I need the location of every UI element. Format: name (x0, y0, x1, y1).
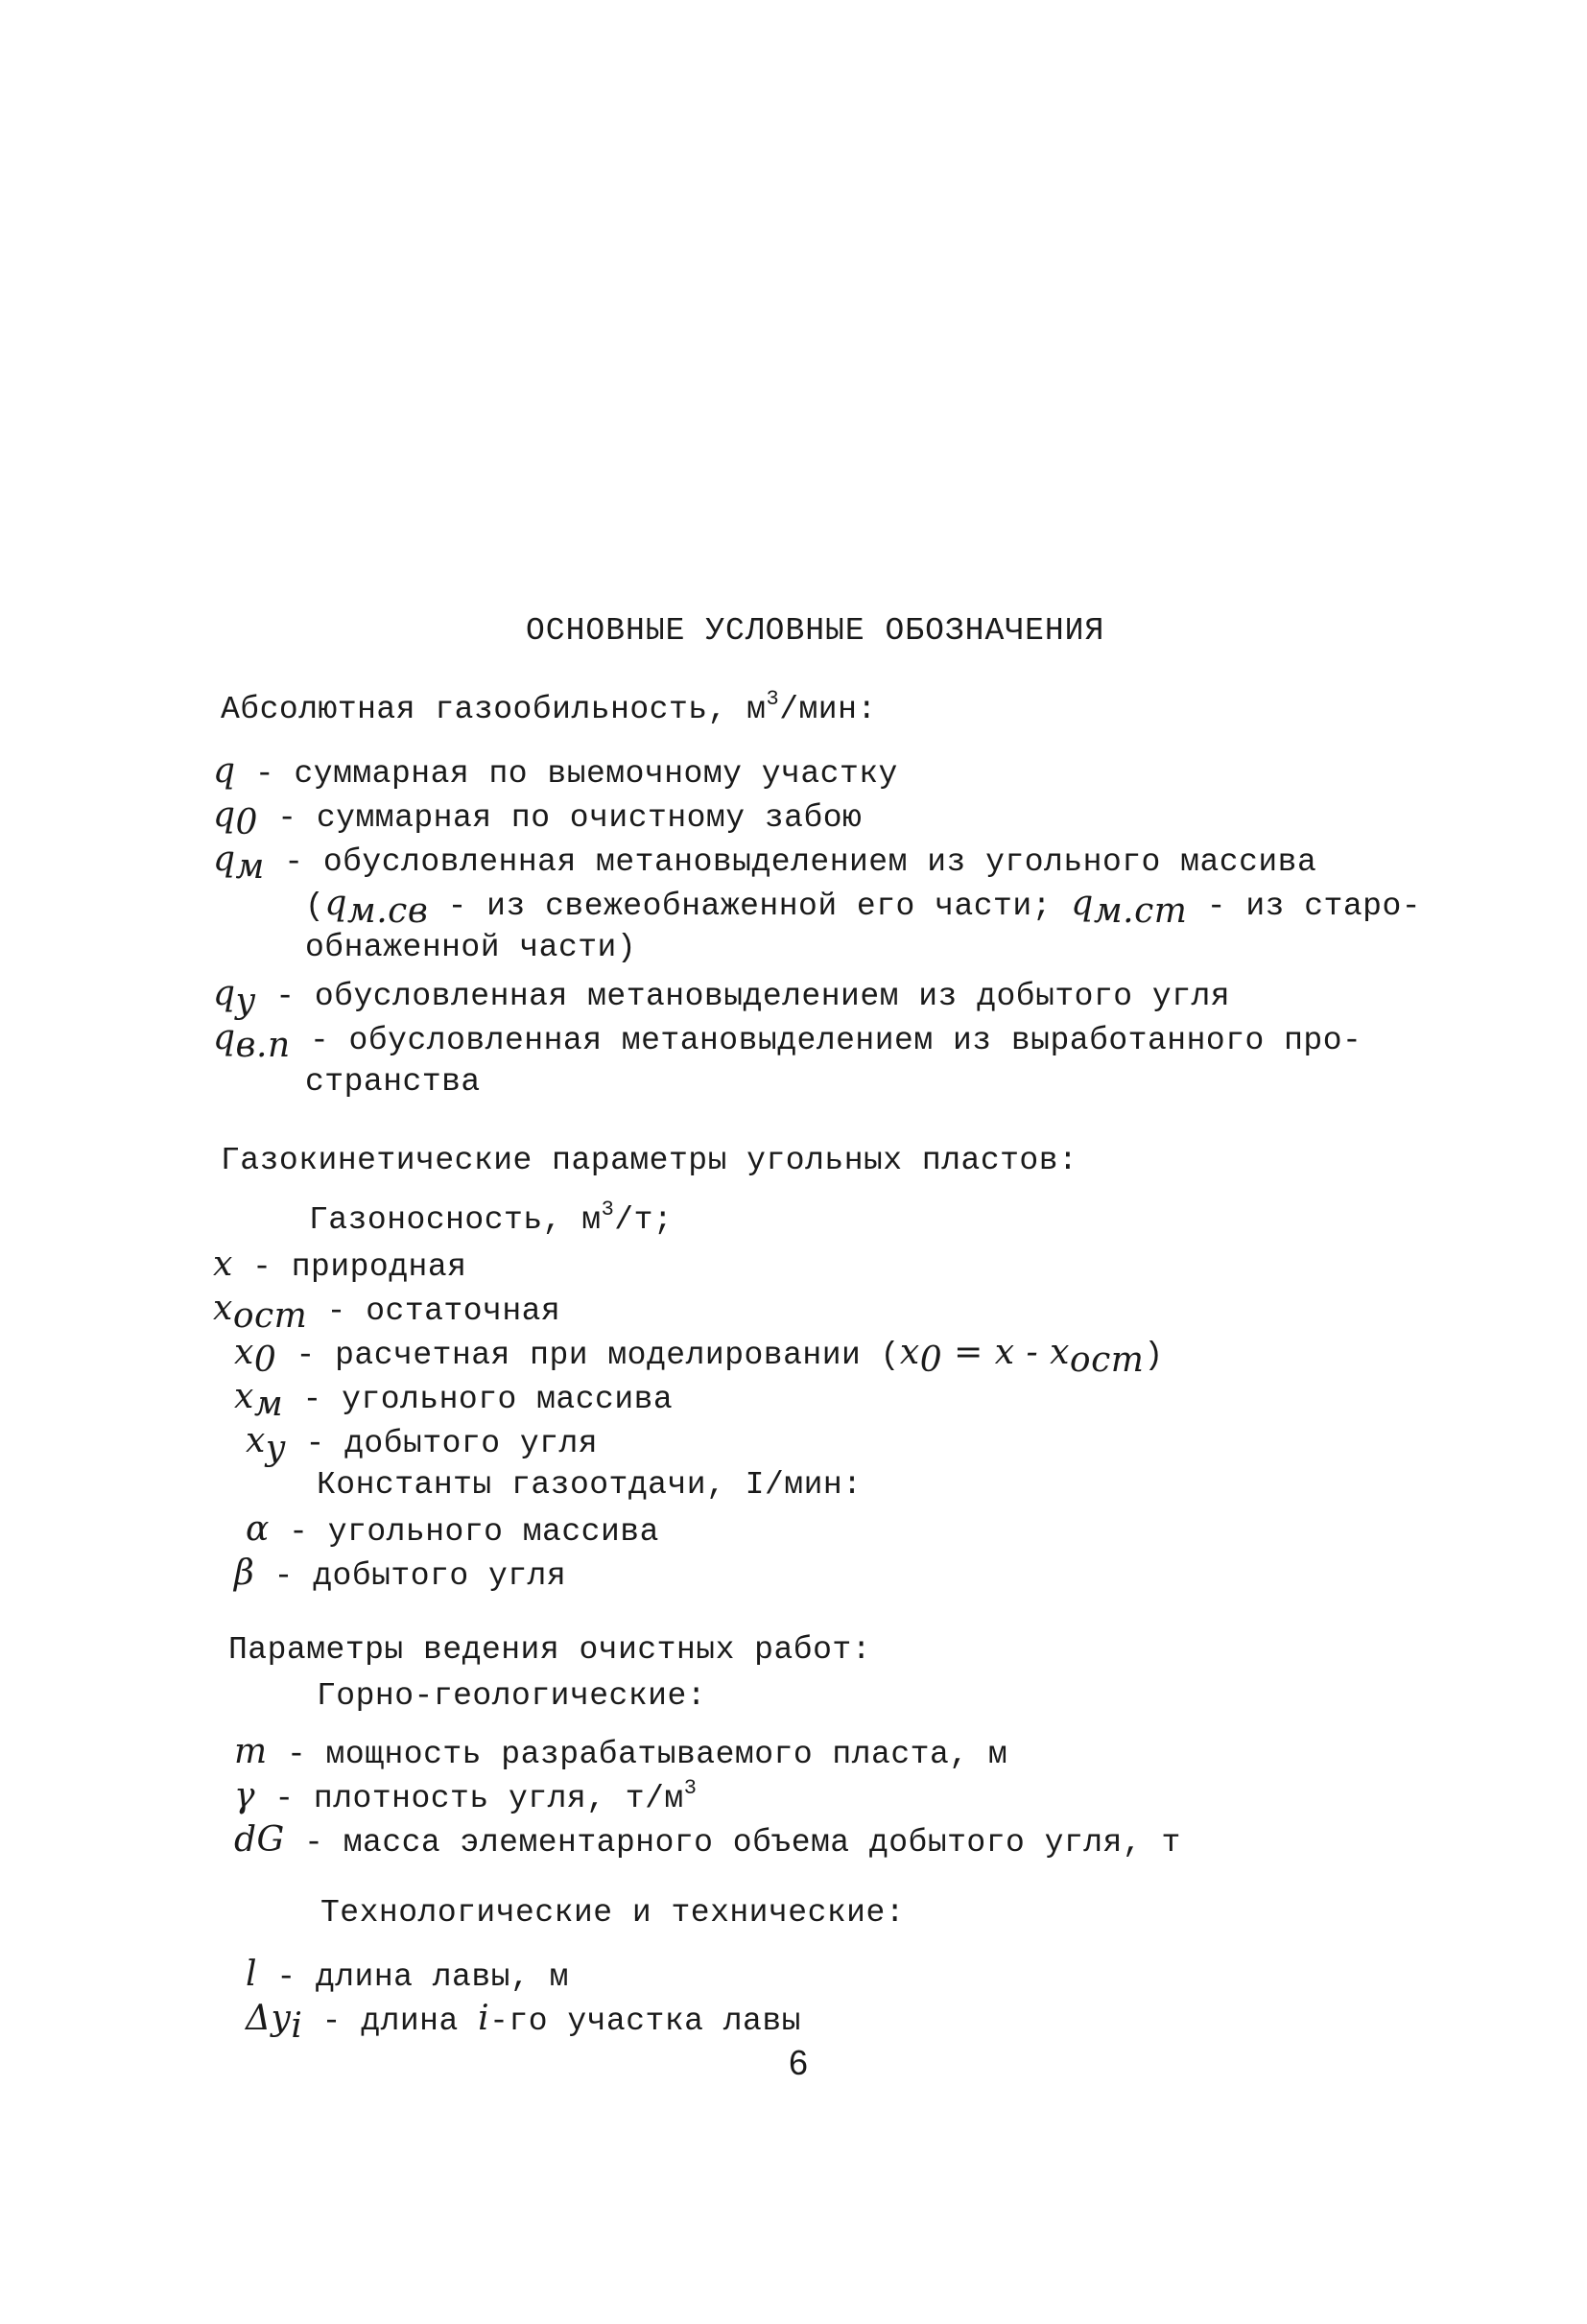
kinetic-heading: Газокинетические параметры угольных пластов: (221, 1143, 1078, 1178)
gas-content-sup: 3 (601, 1198, 615, 1221)
symbol-m: m (234, 1732, 268, 1771)
gas-content-label (309, 1199, 673, 1242)
definition-gamma (234, 1775, 697, 1820)
definition-text: - длина (302, 2004, 479, 2039)
definition-text: - из свежеобнаженной его части; (428, 889, 1052, 924)
definition-xm (234, 1376, 674, 1424)
definition-text: - плотность угля, т/м (255, 1781, 684, 1816)
symbol-qvp: q (213, 1018, 236, 1057)
tech-label: Технологические и технические: (320, 1895, 906, 1931)
definition-text: - обусловленная метановыделением из выработанного про- (290, 1023, 1362, 1058)
definition-text: - обусловленная метановыделением из добытого угля (255, 979, 1231, 1014)
definition-q (213, 750, 898, 795)
symbol-qy: q (213, 974, 236, 1013)
formula-minus: - (1014, 1333, 1051, 1372)
symbol-alpha: α (246, 1509, 270, 1549)
definition-x (213, 1244, 466, 1289)
symbol-q: q (213, 751, 236, 791)
symbol-beta: β (234, 1553, 255, 1593)
definition-q0 (213, 794, 862, 840)
symbol-xost: x (213, 1289, 233, 1328)
definition-dy (246, 1998, 801, 2046)
definition-x0 (234, 1332, 1164, 1380)
definition-text: - суммарная по выемочному участку (235, 756, 898, 792)
definition-qm (213, 839, 1317, 887)
definition-text: - добытого угля (286, 1426, 599, 1461)
symbol-sub: в.п (235, 1026, 291, 1065)
definition-text: - суммарная по очистному забою (257, 800, 863, 836)
gas-heading-unit: /мин: (779, 692, 877, 727)
definition-text: - длина лавы, м (257, 1959, 569, 1995)
definition-qvp (213, 1017, 1362, 1065)
gas-content-text: Газоносность, м (309, 1202, 602, 1238)
symbol-xm: x (234, 1377, 254, 1416)
definition-text: -го участка лавы (489, 2004, 801, 2039)
definition-text: - угольного массива (269, 1514, 659, 1550)
symbol-sub: 0 (235, 803, 258, 842)
definition-text: - масса элементарного объема добытого угля, т (284, 1825, 1181, 1861)
symbol-sub: у (265, 1429, 287, 1468)
symbol-sub: м (235, 847, 265, 887)
definition-qy (213, 973, 1231, 1021)
definition-qvp-cont: странства (305, 1064, 481, 1100)
definition-qm-detail (305, 883, 1422, 931)
page-title: ОСНОВНЫЕ УСЛОВНЫЕ ОБОЗНАЧЕНИЯ (526, 613, 1105, 649)
symbol-sub: у (235, 982, 256, 1021)
symbol-qm: q (213, 840, 236, 879)
geo-label: Горно-геологические: (317, 1678, 707, 1714)
definition-text: - добытого угля (254, 1558, 567, 1594)
symbol-gamma: γ (234, 1776, 256, 1815)
symbol-dy: Δy (246, 1999, 292, 2038)
formula-close: ) (1144, 1338, 1164, 1373)
formula-sub: ост (1069, 1340, 1145, 1380)
definition-text: - природная (232, 1249, 467, 1285)
symbol-sub: 0 (253, 1340, 277, 1380)
formula-xost: x (1050, 1333, 1070, 1372)
definition-text: - из старо- (1187, 889, 1422, 924)
paren-open: ( (305, 889, 325, 924)
symbol-x: x (213, 1245, 233, 1284)
symbol-dG: dG (234, 1820, 285, 1860)
definition-qm-detail-cont: обнаженной части) (305, 930, 637, 965)
definition-text: - мощность разрабатываемого пласта, м (267, 1737, 1008, 1772)
symbol-qmsv: q (324, 884, 347, 923)
gas-heading-sup: 3 (766, 687, 780, 711)
symbol-l: l (246, 1955, 258, 1994)
formula-sub: 0 (919, 1340, 943, 1380)
definition-xost (213, 1288, 561, 1336)
definition-text: - расчетная при моделировании ( (276, 1338, 900, 1373)
unit-sup: 3 (683, 1776, 698, 1800)
symbol-qmst: q (1071, 884, 1094, 923)
symbol-q0: q (213, 795, 236, 835)
gas-heading-text: Абсолютная газообильность, м (221, 692, 767, 727)
definition-m (234, 1731, 1007, 1776)
constants-label: Константы газоотдачи, I/мин: (317, 1467, 863, 1503)
gas-content-unit: /т; (614, 1202, 674, 1238)
gas-abundance-heading (221, 689, 877, 731)
symbol-sub: м.ст (1093, 891, 1188, 931)
definition-text: - угольного массива (283, 1382, 674, 1417)
symbol-sub: м (253, 1385, 284, 1424)
definition-l (246, 1954, 569, 1999)
definition-text: - остаточная (307, 1293, 561, 1329)
definition-alpha (246, 1508, 659, 1553)
page-number: 6 (789, 2043, 809, 2082)
formula-eq: = (942, 1333, 995, 1372)
formula-x0: x (899, 1333, 920, 1372)
symbol-x0: x (234, 1333, 254, 1372)
symbol-i: i (478, 1999, 490, 2038)
symbol-sub: м.св (346, 891, 429, 931)
definition-text: - обусловленная метановыделением из угольного массива (264, 844, 1317, 880)
definition-beta (234, 1553, 566, 1598)
definition-xy (246, 1420, 599, 1468)
symbol-sub: ост (232, 1296, 308, 1336)
definition-dG (234, 1819, 1181, 1864)
symbol-sub: i (291, 2006, 303, 2046)
formula-x: x (994, 1333, 1015, 1372)
symbol-xy: x (246, 1421, 266, 1460)
params-heading: Параметры ведения очистных работ: (228, 1632, 872, 1668)
